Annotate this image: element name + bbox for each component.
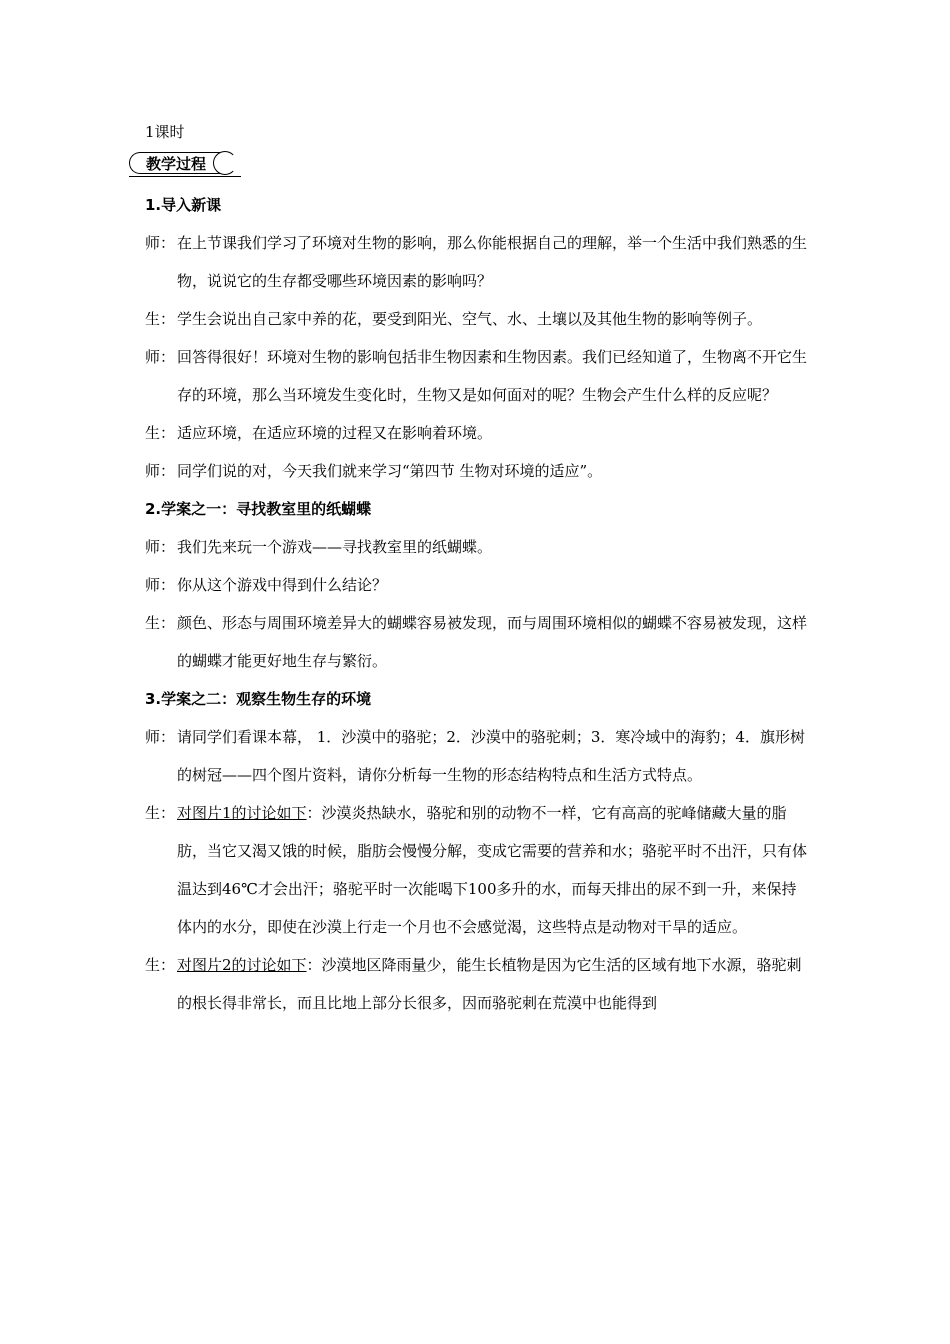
speaker-label: 生： bbox=[145, 310, 176, 328]
dialogue-line bbox=[145, 300, 810, 338]
speaker-label: 师： bbox=[145, 538, 176, 556]
dialogue-line bbox=[145, 566, 810, 604]
speaker-label: 生： bbox=[145, 956, 176, 974]
dialogue-line bbox=[145, 224, 810, 300]
heading-activity-2: 3.学案之二：观察生物生存的环境 bbox=[145, 690, 372, 708]
speaker-label: 师： bbox=[145, 728, 176, 746]
dialogue-line bbox=[145, 414, 810, 452]
dialogue-text: 回答得很好！环境对生物的影响包括非生物因素和生物因素。我们已经知道了，生物离不开它生存的环境，那么当环境发生变化时，生物又是如何面对的呢？生物会产生什么样的反应呢？ bbox=[177, 348, 808, 404]
dialogue-line bbox=[145, 452, 810, 490]
speaker-label: 师： bbox=[145, 462, 176, 480]
dialogue-line bbox=[145, 604, 810, 680]
dialogue-text: 你从这个游戏中得到什么结论？ bbox=[177, 576, 388, 594]
dialogue-line bbox=[145, 794, 810, 946]
tag-underline bbox=[129, 176, 241, 177]
discussion-lead: 对图片2的讨论如下 bbox=[177, 956, 307, 974]
heading-import: 1.导入新课 bbox=[145, 196, 222, 214]
dialogue-text: 适应环境，在适应环境的过程又在影响着环境。 bbox=[177, 424, 493, 442]
heading-activity-1: 2.学案之一：寻找教室里的纸蝴蝶 bbox=[145, 500, 372, 518]
dialogue-text: 请同学们看课本幕， 1．沙漠中的骆驼；2．沙漠中的骆驼刺；3．寒冷域中的海豹；4．旗形树的树冠——四个图片资料，请你分析每一生物的形态结构特点和生活方式特点。 bbox=[177, 728, 805, 784]
dialogue-line bbox=[145, 946, 810, 1022]
speaker-label: 师： bbox=[145, 234, 176, 252]
speaker-label: 生： bbox=[145, 614, 176, 632]
dialogue-line bbox=[145, 338, 810, 414]
section-tag bbox=[129, 150, 810, 180]
dialogue-line bbox=[145, 718, 810, 794]
dialogue-line bbox=[145, 528, 810, 566]
dialogue-text: 颜色、形态与周围环境差异大的蝴蝶容易被发现，而与周围环境相似的蝴蝶不容易被发现，这样的蝴蝶才能更好地生存与繁衍。 bbox=[177, 614, 808, 670]
class-hours: 1课时 bbox=[145, 123, 185, 141]
dialogue-text: 我们先来玩一个游戏——寻找教室里的纸蝴蝶。 bbox=[177, 538, 493, 556]
speaker-label: 生： bbox=[145, 424, 176, 442]
tag-curl-icon bbox=[213, 151, 237, 175]
discussion-lead: 对图片1的讨论如下 bbox=[177, 804, 307, 822]
dialogue-text: ：沙漠炎热缺水，骆驼和别的动物不一样，它有高高的驼峰储藏大量的脂肪，当它又渴又饿的时候，脂肪会慢慢分解，变成它需要的营养和水；骆驼平时不出汗，只有体温达到46℃才会出汗；骆驼平时一次能喝下100多升的水，而每天排出的尿不到一升，来保持体内的水分，即使在沙漠上行走一个月也不会感觉渴，这些特点是动物对干旱的适应。 bbox=[177, 804, 808, 936]
document-body bbox=[145, 122, 810, 1022]
dialogue-text: ：沙漠地区降雨量少，能生长植物是因为它生活的区域有地下水源，骆驼刺的根长得非常长，而且比地上部分长很多，因而骆驼刺在荒漠中也能得到 bbox=[177, 956, 802, 1012]
dialogue-text: 在上节课我们学习了环境对生物的影响，那么你能根据自己的理解，举一个生活中我们熟悉的生物，说说它的生存都受哪些环境因素的影响吗？ bbox=[177, 234, 808, 290]
section-tag-label: 教学过程 bbox=[129, 152, 221, 174]
speaker-label: 师： bbox=[145, 348, 176, 366]
speaker-label: 师： bbox=[145, 576, 176, 594]
speaker-label: 生： bbox=[145, 804, 176, 822]
dialogue-text: 学生会说出自己家中养的花，要受到阳光、空气、水、土壤以及其他生物的影响等例子。 bbox=[177, 310, 763, 328]
dialogue-text: 同学们说的对，今天我们就来学习“第四节 生物对环境的适应”。 bbox=[177, 462, 603, 480]
